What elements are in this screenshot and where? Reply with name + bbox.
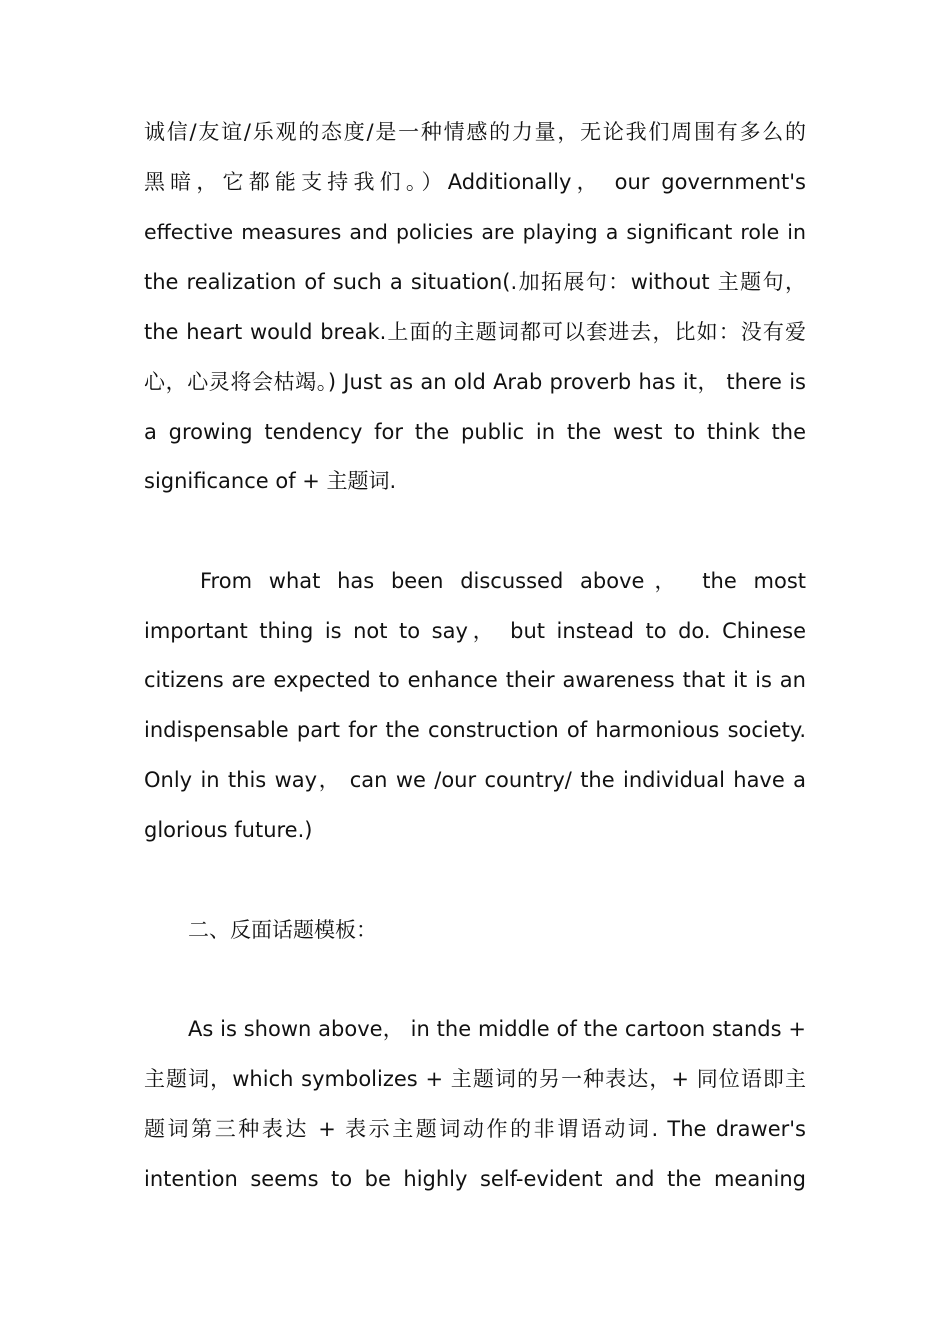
paragraph-1-line-3: effective measures and policies are playing a significant role in (144, 220, 806, 244)
paragraph-3-line-4: intention seems to be highly self-evident and the meaning (144, 1167, 806, 1191)
paragraph-2-line-2: important thing is not to say， but instead to do. Chinese (144, 619, 806, 643)
paragraph-1-line-4: the realization of such a situation(.加拓展句：without 主题句， (144, 270, 806, 294)
paragraph-1-line-7: a growing tendency for the public in the west to think the (144, 420, 806, 444)
paragraph-2-line-5: Only in this way， can we /our country/ the individual have a (144, 768, 806, 792)
paragraph-1-line-5: the heart would break.上面的主题词都可以套进去，比如：没有爱 (144, 320, 806, 344)
paragraph-1-line-2: 黑暗，它都能支持我们。）Additionally， our government's (144, 170, 806, 194)
paragraph-2-line-4: indispensable part for the construction of harmonious society. (144, 718, 806, 742)
paragraph-1-line-8: significance of + 主题词. (144, 469, 397, 493)
paragraph-3-line-1: As is shown above， in the middle of the cartoon stands + (188, 1017, 806, 1041)
paragraph-3-line-3: 题词第三种表达 + 表示主题词动作的非谓语动词. The drawer's (144, 1117, 806, 1141)
paragraph-2-line-6: glorious future.) (144, 818, 313, 842)
paragraph-2-line-3: citizens are expected to enhance their awareness that it is an (144, 668, 806, 692)
paragraph-1-line-1: 诚信/友谊/乐观的态度/是一种情感的力量，无论我们周围有多么的 (144, 120, 806, 144)
section-heading: 二、反面话题模板： (188, 918, 377, 942)
paragraph-1-line-6: 心，心灵将会枯竭。) Just as an old Arab proverb has it， there is (144, 370, 806, 394)
paragraph-3-line-2: 主题词，which symbolizes + 主题词的另一种表达，+ 同位语即主 (144, 1067, 806, 1091)
paragraph-2-line-1: From what has been discussed above， the most (200, 569, 806, 593)
